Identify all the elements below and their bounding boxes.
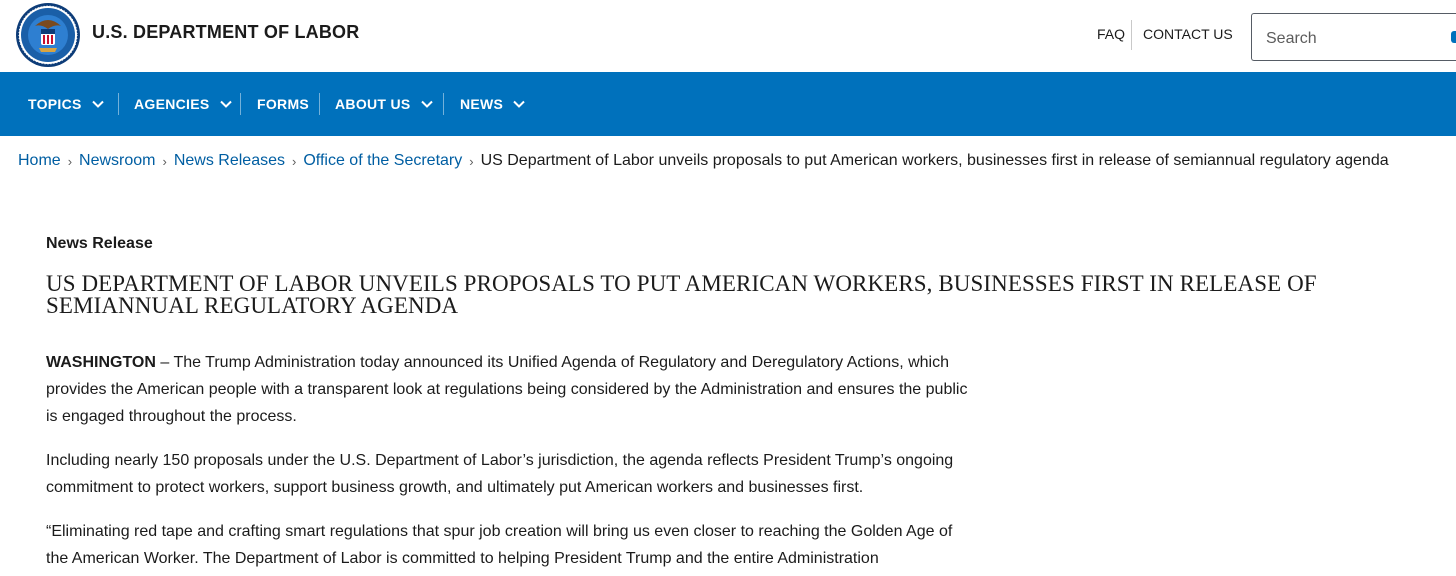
nav-agencies[interactable]: [134, 72, 233, 136]
contact-us-link[interactable]: CONTACT US: [1143, 26, 1233, 42]
chevron-right-icon: ›: [292, 153, 297, 169]
chevron-down-icon: [512, 97, 526, 111]
nav-forms[interactable]: [257, 72, 309, 136]
department-seal-icon[interactable]: [15, 2, 81, 68]
chevron-right-icon: ›: [67, 153, 73, 169]
search-input[interactable]: [1264, 27, 1448, 51]
article-paragraph: Including nearly 150 proposals under the U.S. Department of Labor’s jurisdiction, the agenda reflects President Trump’s ongoing commitment to protect workers, support business growth, and ultimately put American workers and businesses first.: [46, 452, 954, 496]
breadcrumb: [18, 150, 1389, 172]
article-paragraph: [46, 349, 976, 430]
nav-topics[interactable]: [28, 72, 105, 136]
chevron-right-icon: ›: [162, 153, 167, 169]
breadcrumb-home[interactable]: Home: [18, 152, 61, 169]
nav-news[interactable]: [460, 72, 526, 136]
utility-divider: [1131, 20, 1132, 50]
chevron-down-icon: [219, 97, 233, 111]
chevron-right-icon: ›: [469, 153, 474, 169]
search-box: [1251, 13, 1456, 61]
nav-divider: [319, 93, 320, 115]
search-button[interactable]: [1451, 31, 1456, 43]
nav-divider: [240, 93, 241, 115]
chevron-down-icon: [420, 97, 434, 111]
main-nav: [0, 72, 1456, 136]
dateline: WASHINGTON: [46, 354, 156, 371]
nav-divider: [118, 93, 119, 115]
breadcrumb-current: US Department of Labor unveils proposals to put American workers, businesses first in release of semiannual regulatory agenda: [480, 152, 1389, 169]
nav-about-us[interactable]: [335, 72, 434, 136]
nav-label: AGENCIES: [134, 96, 210, 112]
nav-divider: [443, 93, 444, 115]
nav-label: TOPICS: [28, 96, 82, 112]
chevron-down-icon: [91, 97, 105, 111]
agency-name[interactable]: U.S. DEPARTMENT OF LABOR: [92, 22, 360, 42]
nav-label: NEWS: [460, 96, 504, 112]
nav-label: FORMS: [257, 96, 310, 112]
breadcrumb-news-releases[interactable]: News Releases: [173, 152, 285, 169]
article-title: US DEPARTMENT OF LABOR UNVEILS PROPOSALS TO PUT AMERICAN WORKERS, BUSINESSES FIRST IN RELEASE OF SEMIANNUAL REGULATORY AGENDA: [46, 271, 1317, 318]
article-kicker: News Release: [46, 235, 153, 252]
breadcrumb-newsroom[interactable]: Newsroom: [79, 152, 156, 169]
breadcrumb-office-of-the-secretary[interactable]: Office of the Secretary: [303, 152, 463, 169]
paragraph-text: – The Trump Administration today announced its Unified Agenda of Regulatory and Deregulatory Actions, which provides the American people with a transparent look at regulations being considered by the Administration and ensures the public is engaged throughout the process.: [46, 354, 968, 425]
faq-link[interactable]: FAQ: [1097, 26, 1126, 42]
nav-label: ABOUT US: [335, 96, 411, 112]
article-paragraph: “Eliminating red tape and crafting smart regulations that spur job creation will bring us even closer to reaching the Golden Age of the American Worker. The Department of Labor is committed to helping President Trump and the entire Administration: [46, 523, 953, 567]
site-header: [0, 0, 1456, 72]
